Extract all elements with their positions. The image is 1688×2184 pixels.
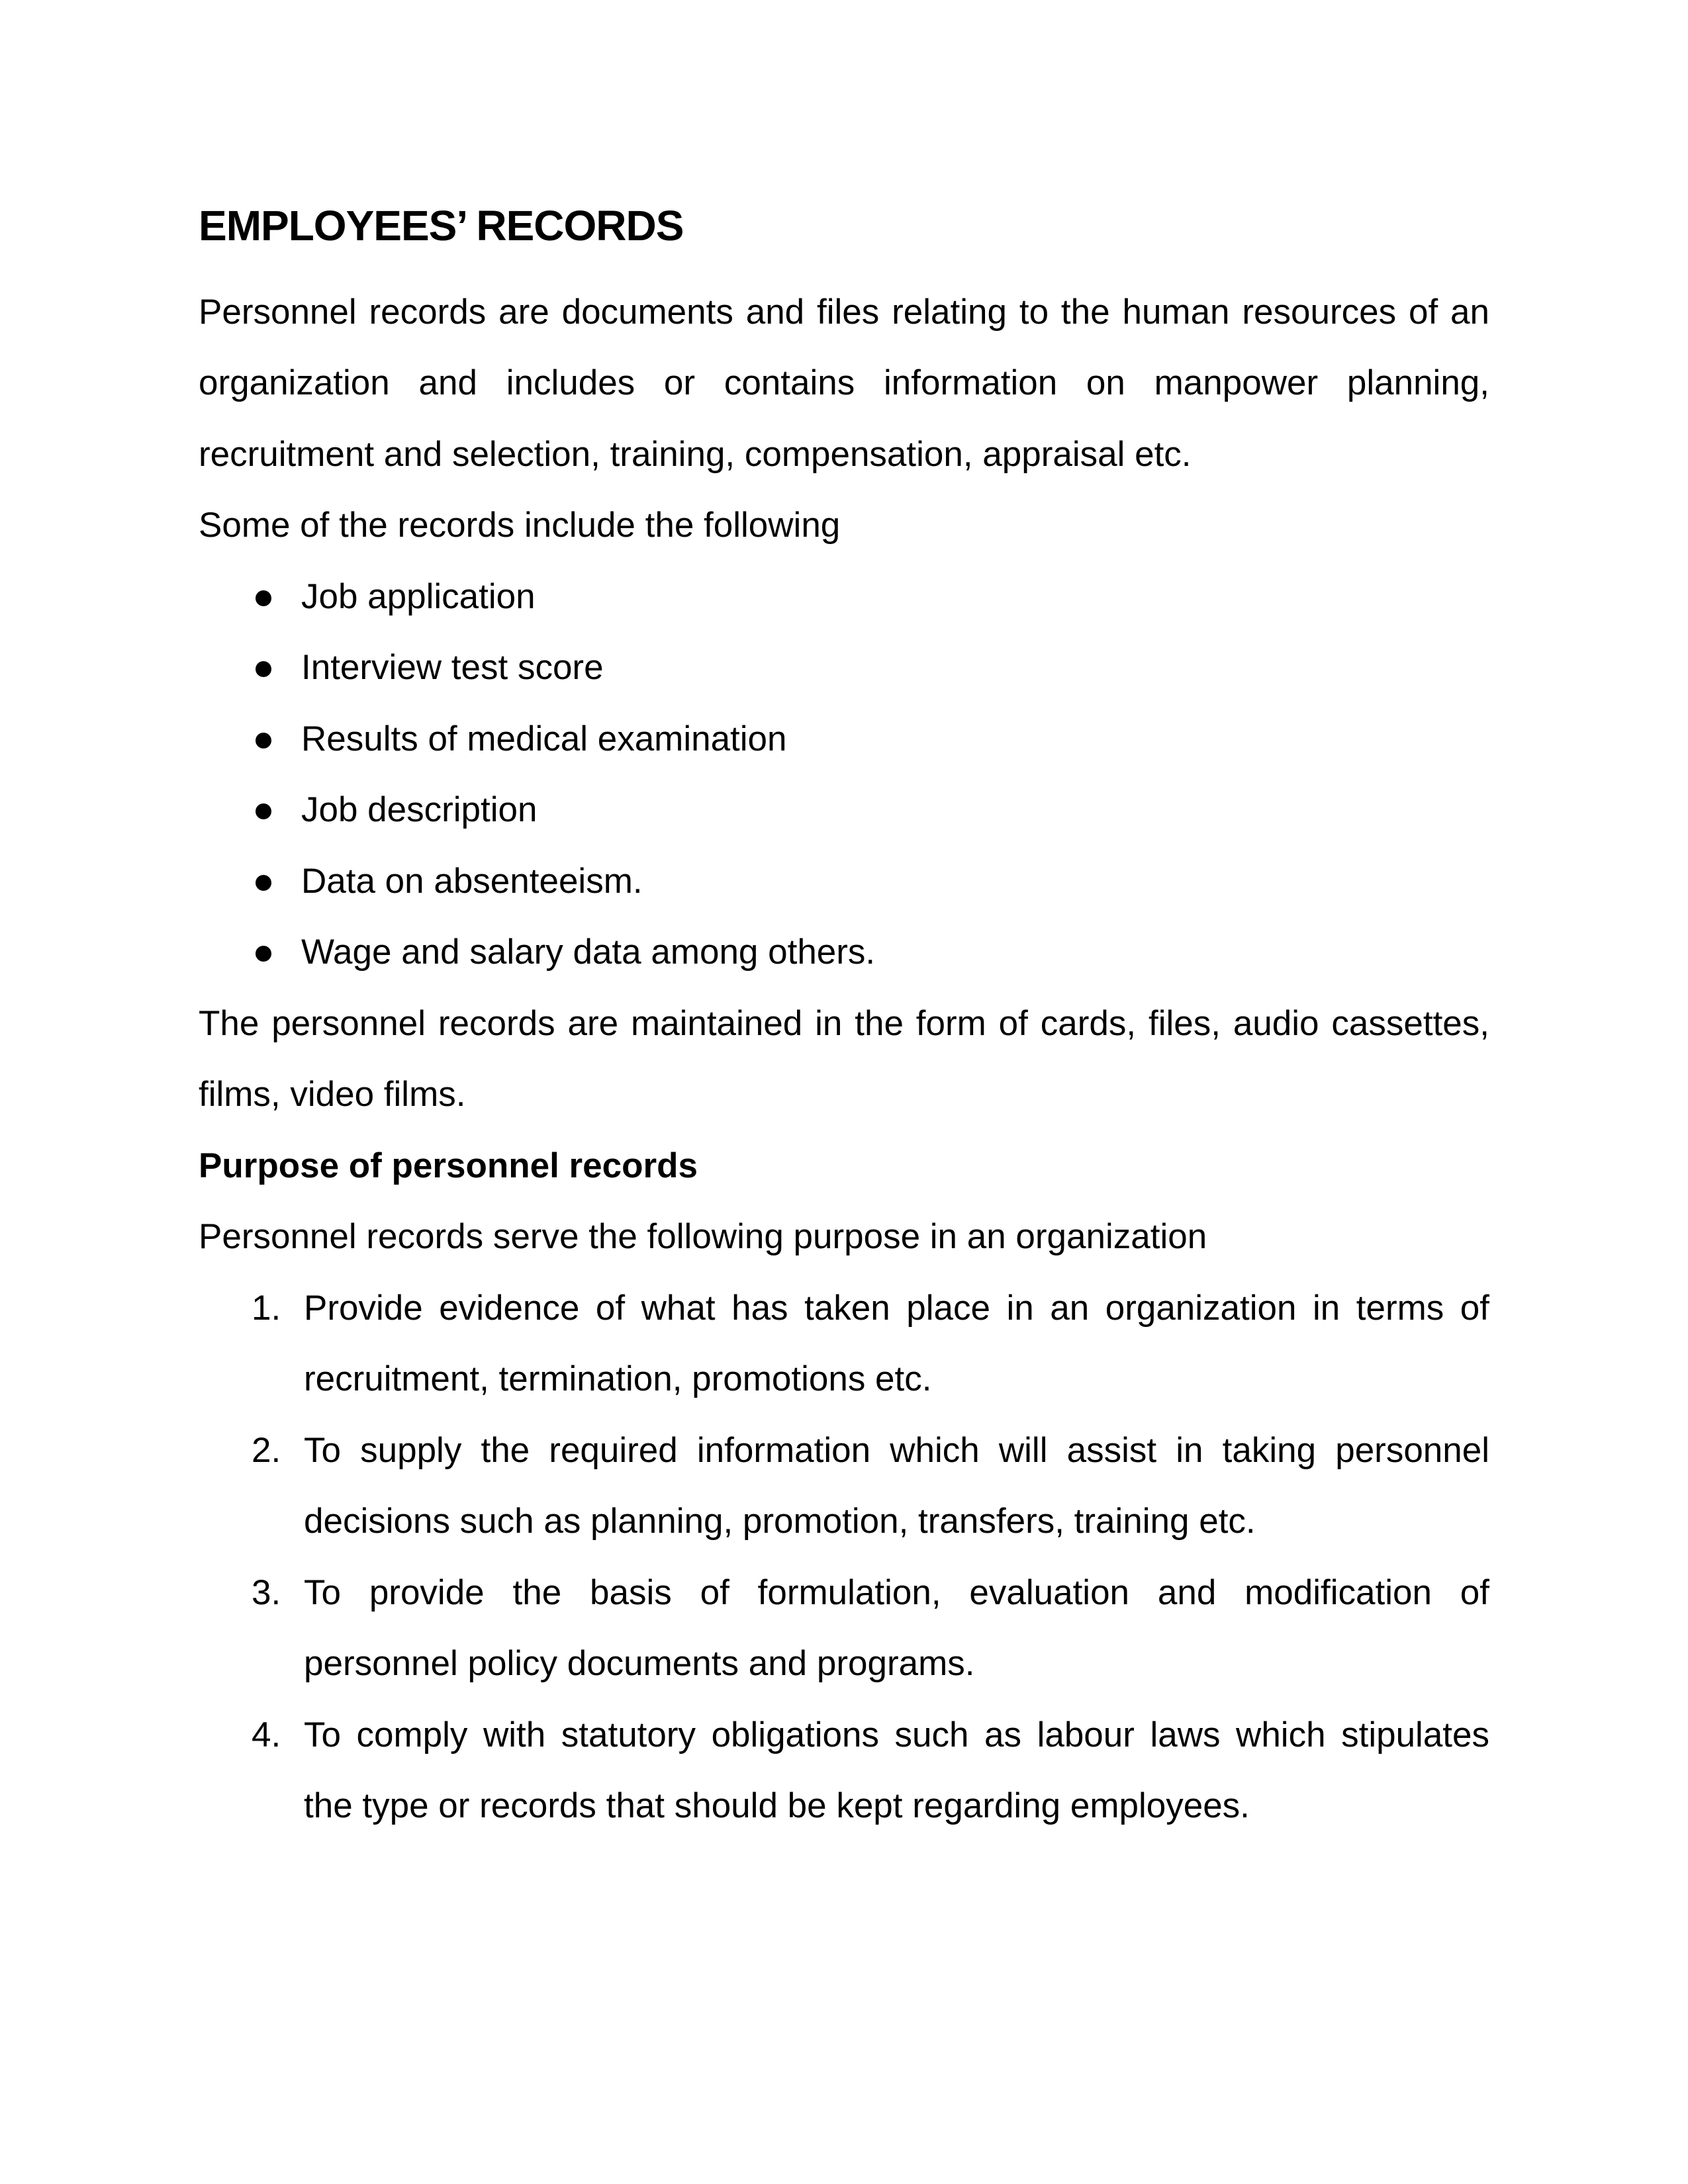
bullet-item <box>199 632 1489 704</box>
purpose-intro: Personnel records serve the following purpose in an organization <box>199 1217 1207 1256</box>
document-content <box>199 191 1489 1842</box>
intro-line-1: Personnel records are documents and files relating to the human resources of an <box>199 292 1489 332</box>
bullet-item <box>199 846 1489 917</box>
purpose-heading: Purpose of personnel records <box>199 1146 698 1185</box>
numbered-item-line-2: the type or records that should be kept regarding employees. <box>304 1786 1250 1825</box>
numbered-item-line-1: To supply the required information which will assist in taking personnel <box>304 1430 1489 1470</box>
maintained-paragraph <box>199 988 1489 1130</box>
purpose-numbered-list <box>199 1273 1489 1842</box>
bullet-list-intro: Some of the records include the following <box>199 506 841 545</box>
maintained-line-1: The personnel records are maintained in the form of cards, files, audio cassettes, <box>199 1003 1489 1043</box>
numbered-item <box>199 1415 1489 1557</box>
numbered-item-line-1: Provide evidence of what has taken place in an organization in terms of <box>304 1288 1489 1328</box>
intro-line-3: recruitment and selection, training, compensation, appraisal etc. <box>199 434 1192 474</box>
bullet-icon <box>256 733 271 749</box>
records-bullet-list <box>199 561 1489 988</box>
bullet-icon <box>256 803 271 819</box>
numbered-item <box>199 1700 1489 1842</box>
maintained-line-2: films, video films. <box>199 1075 466 1114</box>
intro-line-2: organization and includes or contains information on manpower planning, <box>199 363 1489 402</box>
bullet-icon <box>256 661 271 677</box>
bullet-item <box>199 917 1489 988</box>
document-title: EMPLOYEES’ RECORDS <box>199 202 684 250</box>
bullet-item <box>199 704 1489 775</box>
item-number: 2. <box>252 1430 281 1470</box>
bullet-icon <box>256 875 271 891</box>
bullet-item <box>199 561 1489 633</box>
numbered-item-line-2: personnel policy documents and programs. <box>304 1644 975 1683</box>
item-number: 4. <box>252 1715 281 1754</box>
bullet-item-text: Results of medical examination <box>301 719 787 758</box>
numbered-item <box>199 1557 1489 1700</box>
bullet-item-text: Interview test score <box>301 648 604 687</box>
numbered-item-line-2: decisions such as planning, promotion, transfers, training etc. <box>304 1502 1256 1541</box>
bullet-item-text: Job application <box>301 576 536 616</box>
bullet-icon <box>256 946 271 962</box>
numbered-item-line-1: To provide the basis of formulation, evaluation and modification of <box>304 1572 1489 1612</box>
numbered-item <box>199 1273 1489 1415</box>
item-number: 3. <box>252 1572 281 1612</box>
bullet-icon <box>256 590 271 606</box>
bullet-item-text: Job description <box>301 790 538 829</box>
intro-paragraph <box>199 277 1489 490</box>
numbered-item-line-2: recruitment, termination, promotions etc. <box>304 1359 932 1398</box>
numbered-item-line-1: To comply with statutory obligations such as labour laws which stipulates <box>304 1715 1489 1754</box>
bullet-item-text: Wage and salary data among others. <box>301 933 876 972</box>
bullet-item-text: Data on absenteeism. <box>301 861 643 901</box>
item-number: 1. <box>252 1288 281 1328</box>
bullet-item <box>199 774 1489 846</box>
